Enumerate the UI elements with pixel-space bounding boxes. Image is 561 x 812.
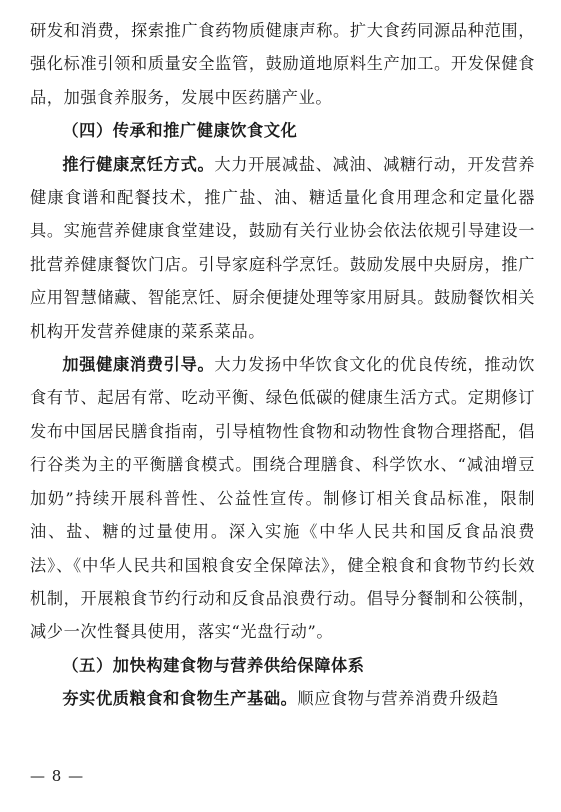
paragraph-lead-text: 夯实优质粮食和食物生产基础。 — [62, 689, 298, 709]
section-four-heading: （四）传承和推广健康饮食文化 — [62, 121, 298, 141]
intro-paragraph: 研发和消费，探索推广食药物质健康声称。扩大食药同源品种范围，强化标准引领和质量安全监管，鼓励道地原料生产加工。开发保健食品，加强食养服务，发展中医药膳产业。 — [30, 21, 535, 107]
section-four-paragraph-2 — [30, 348, 535, 649]
section-five-paragraph-1 — [30, 682, 535, 715]
paragraph-body-text: 顺应食物与营养消费升级趋 — [297, 689, 499, 709]
paragraph-body-text: 大力发扬中华饮食文化的优良传统，推动饮食有节、起居有常、吃动平衡、绿色低碳的健康生活方式。定期修订发布中国居民膳食指南，引导植物性食物和动物性食物合理搭配，倡行谷类为主的平衡膳食模式。围绕合理膳食、科学饮水、“减油增豆加奶”持续开展科普性、公益性宣传。制修订相关食品标准，限制油、盐、糖的过量使用。深入实施《中华人民共和国反食品浪费法》、《中华人民共和国粮食安全保障法》，健全粮食和食物节约长效机制，开展粮食节约行动和反食品浪费行动。倡导分餐制和公筷制，减少一次性餐具使用，落实“光盘行动”。 — [30, 355, 535, 642]
paragraph-lead-text: 加强健康消费引导。 — [62, 355, 215, 375]
paragraph-body-text: 大力开展减盐、减油、减糖行动，开发营养健康食谱和配餐技术，推广盐、油、糖适量化食用理念和定量化器具。实施营养健康食堂建设，鼓励有关行业协会依法依规引导建设一批营养健康餐饮门店。引导家庭科学烹饪。鼓励发展中央厨房，推广应用智慧储藏、智能烹饪、厨余便捷处理等家用厨具。鼓励餐饮相关机构开发营养健康的菜系菜品。 — [30, 154, 535, 341]
section-five-heading: （五）加快构建食物与营养供给保障体系 — [62, 655, 365, 675]
page-number: — 8 — — [30, 767, 85, 785]
document-body — [30, 14, 535, 716]
section-four-paragraph-1 — [30, 148, 535, 348]
paragraph-lead-text: 推行健康烹饪方式。 — [62, 154, 215, 174]
